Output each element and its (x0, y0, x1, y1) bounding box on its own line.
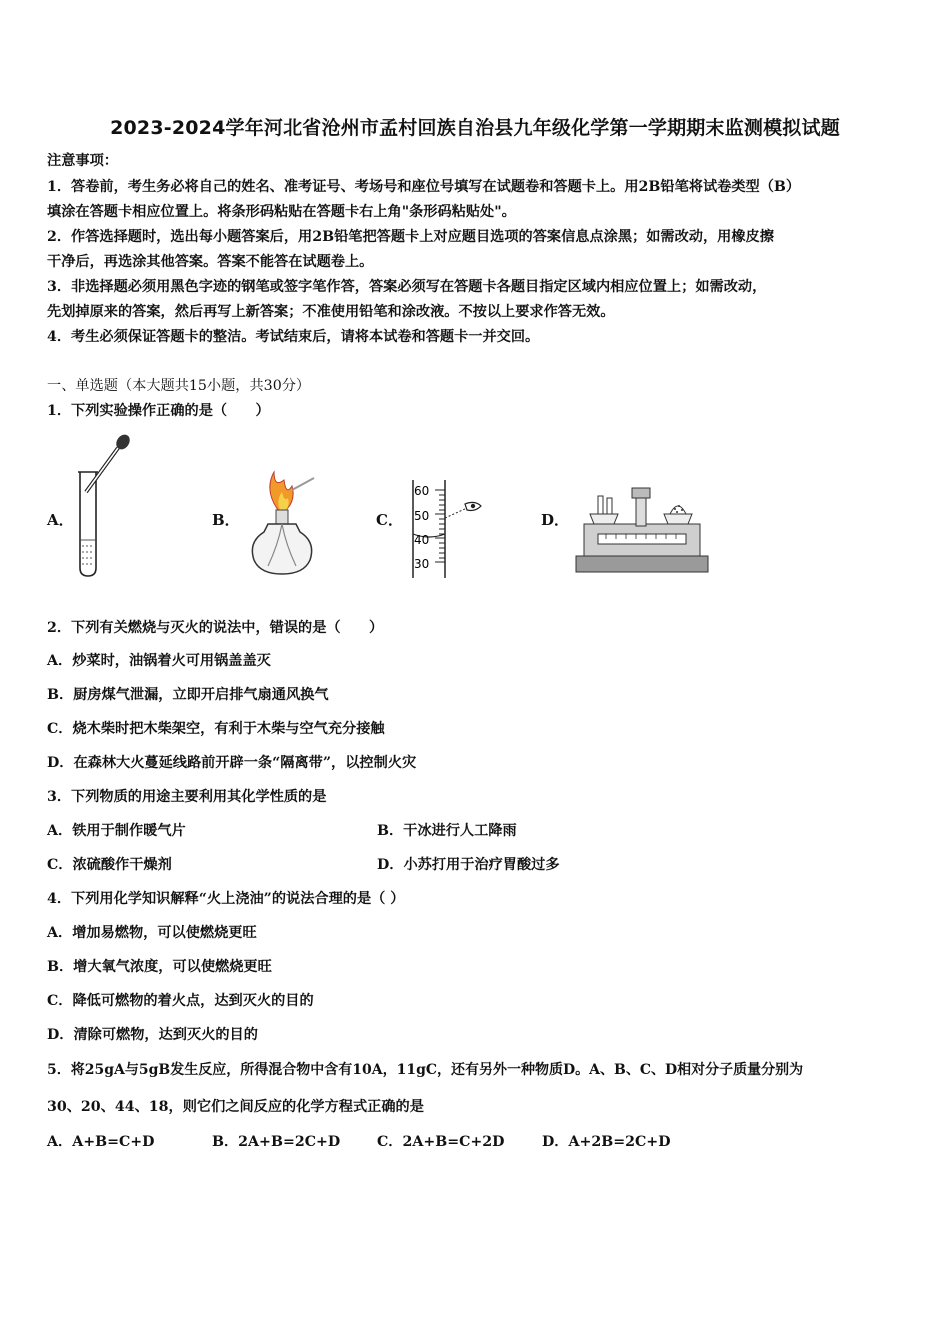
question-5-stem-line1: 5．将25gA与5gB发生反应，所得混合物中含有10A，11gC，还有另外一种物质D。A、B、C、D相对分子质量分别为 (47, 1062, 804, 1078)
page-title: 2023-2024学年河北省沧州市孟村回族自治县九年级化学第一学期期末监测模拟试题 (110, 117, 840, 139)
q4-option-a: A．增加易燃物，可以使燃烧更旺 (47, 925, 257, 941)
q2-option-c: C．烧木柴时把木柴架空，有利于木柴与空气充分接触 (47, 721, 385, 737)
q1-option-b-label: B． (212, 511, 240, 529)
q2-option-d: D．在森林大火蔓延线路前开辟一条“隔离带”，以控制火灾 (47, 755, 417, 771)
notice-line: 2．作答选择题时，选出每小题答案后，用2B铅笔把答题卡上对应题目选项的答案信息点涂黑；如需改动，用橡皮擦 (47, 229, 774, 245)
cylinder-tick-40: 40 (414, 533, 430, 547)
graduated-cylinder-figure (405, 478, 495, 580)
notice-heading: 注意事项： (47, 153, 118, 169)
section-heading: 一、单选题（本大题共15小题，共30分） (47, 378, 311, 394)
q2-option-b: B．厨房煤气泄漏，立即开启排气扇通风换气 (47, 687, 329, 703)
question-2-stem: 2．下列有关燃烧与灭火的说法中，错误的是（ ） (47, 620, 384, 636)
notice-line: 3．非选择题必须用黑色字迹的钢笔或签字笔作答，答案必须写在答题卡各题目指定区域内相应位置上；如需改动， (47, 279, 767, 295)
q4-option-c: C．降低可燃物的着火点，达到灭火的目的 (47, 993, 314, 1009)
alcohol-lamp-figure (238, 470, 328, 580)
q4-option-b: B．增大氧气浓度，可以使燃烧更旺 (47, 959, 272, 975)
balance-figure (572, 484, 712, 576)
q3-option-a: A．铁用于制作暖气片 (47, 823, 186, 839)
question-5-stem-line2: 30、20、44、18，则它们之间反应的化学方程式正确的是 (47, 1099, 424, 1115)
question-4-stem: 4．下列用化学知识解释“火上浇油”的说法合理的是（ ） (47, 891, 405, 907)
q1-option-d-label: D． (541, 511, 570, 529)
notice-line: 4．考生必须保证答题卡的整洁。考试结束后，请将本试卷和答题卡一并交回。 (47, 329, 540, 345)
question-1-stem: 1．下列实验操作正确的是（ ） (47, 403, 270, 419)
cylinder-tick-50: 50 (414, 509, 430, 523)
q3-option-c: C．浓硫酸作干燥剂 (47, 857, 172, 873)
q5-option-d: D．A+2B=2C+D (542, 1134, 671, 1150)
dropper-test-tube-figure (70, 430, 140, 580)
q3-option-d: D．小苏打用于治疗胃酸过多 (377, 857, 560, 873)
cylinder-tick-60: 60 (414, 484, 430, 498)
q1-option-a-label: A． (47, 511, 74, 529)
notice-line: 1．答卷前，考生务必将自己的姓名、准考证号、考场号和座位号填写在试题卷和答题卡上。用2B铅笔将试卷类型（B） (47, 179, 801, 195)
cylinder-tick-30: 30 (414, 557, 430, 571)
q5-option-b: B．2A+B=2C+D (212, 1134, 341, 1150)
notice-line: 先划掉原来的答案，然后再写上新答案；不准使用铅笔和涂改液。不按以上要求作答无效。 (47, 304, 615, 320)
q1-option-c-label: C． (376, 511, 403, 529)
notice-line: 填涂在答题卡相应位置上。将条形码粘贴在答题卡右上角"条形码粘贴处"。 (47, 204, 516, 220)
q4-option-d: D．清除可燃物，达到灭火的目的 (47, 1027, 258, 1043)
q5-option-c: C．2A+B=C+2D (377, 1134, 505, 1150)
q3-option-b: B．干冰进行人工降雨 (377, 823, 517, 839)
question-3-stem: 3．下列物质的用途主要利用其化学性质的是 (47, 789, 327, 805)
q5-option-a: A．A+B=C+D (47, 1134, 155, 1150)
q2-option-a: A．炒菜时，油锅着火可用锅盖盖灭 (47, 653, 271, 669)
notice-line: 干净后，再选涂其他答案。答案不能答在试题卷上。 (47, 254, 374, 270)
